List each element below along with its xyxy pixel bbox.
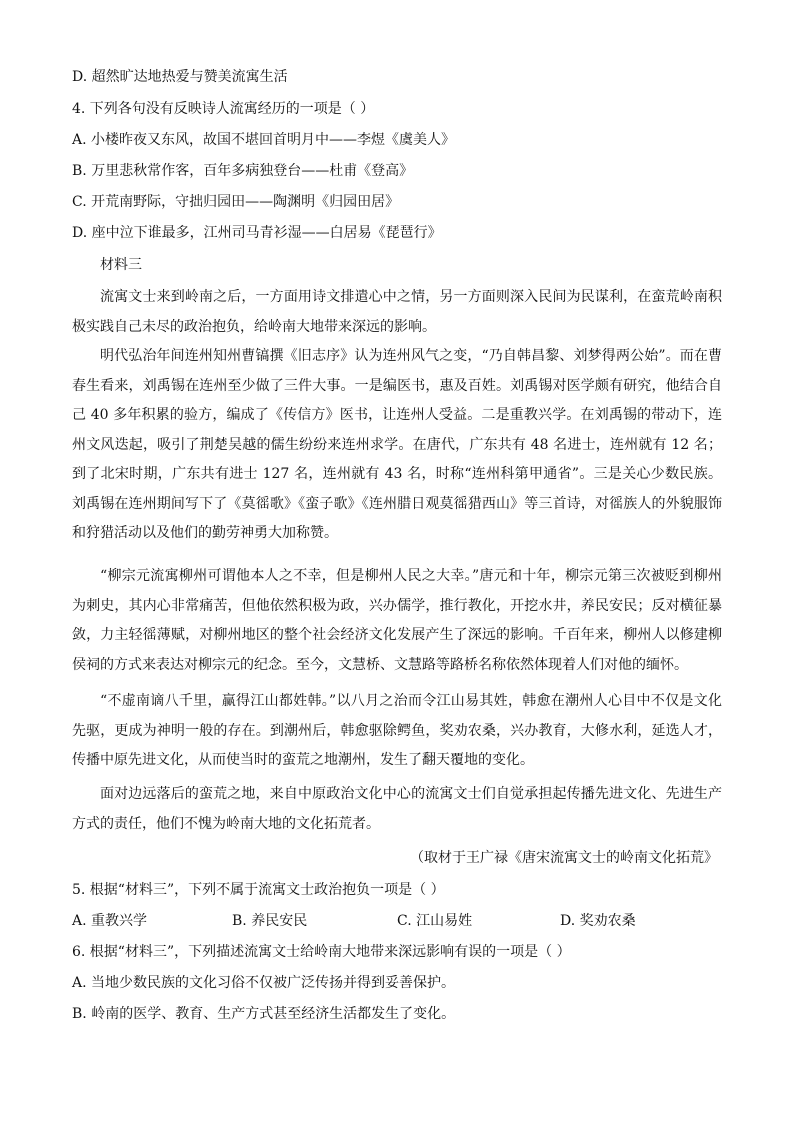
material3-paragraph-3: “柳宗元流寓柳州可谓他本人之不幸，但是柳州人民之大幸。”唐元和十年，柳宗元第三次被贬到柳州为刺史，其内心非常痛苦，但他依然积极为政，兴办儒学，推行教化，开挖水井，养民安民；反对横征暴敛，力主轻徭薄赋，对柳州地区的整个社会经济文化发展产生了深远的影响。千百年来，柳州人以修建柳侯祠的方式来表达对柳宗元的纪念。至今，文慧桥、文慧路等路桥名称依然体现着人们对他的缅怀。 (72, 568, 722, 673)
q4-option-d: D. 座中泣下谁最多，江州司马青衫湿——白居易《琵琶行》 (72, 225, 442, 241)
material3-paragraph-4: “不虚南谪八千里，赢得江山都姓韩。”以八月之治而令江山易其姓，韩愈在潮州人心目中不仅是文化先驱，更成为神明一般的存在。到潮州后，韩愈驱除鳄鱼，奖劝农桑，兴办教育，大修水利，延选人才，传播中原先进文化，从而使当时的蛮荒之地潮州，发生了翻天覆地的变化。 (72, 693, 722, 768)
material3-title: 材料三 (100, 257, 142, 273)
material3-paragraph-2: 明代弘治年间连州知州曹镐撰《旧志序》认为连州风气之变，“乃自韩昌黎、刘梦得两公始”。而在曹春生看来，刘禹锡在连州至少做了三件大事。一是编医书，惠及百姓。刘禹锡对医学颇有研究，他结合自己 40 多年积累的验方，编成了《传信方》医书，让连州人受益。二是重教兴学。在刘禹锡的带动下，连州文风迭起，吸引了荆楚吴越的儒生纷纷来连州求学。在唐代，广东共有 48 名进士，连州就有 12 名；到了北宋时期，广东共有进士 127 名，连州就有 43 名，时称“连州科第甲通省”。三是关心少数民族。刘禹锡在连州期间写下了《莫徭歌》《蛮子歌》《连州腊日观莫徭猎西山》等三首诗，对徭族人的外貌服饰和狩猎活动以及他们的勤劳神勇大加称赞。 (72, 348, 722, 541)
q6-stem: 6. 根据“材料三”，下列描述流寓文士给岭南大地带来深远影响有误的一项是（ ） (72, 944, 571, 960)
material3-paragraph-5: 面对边远落后的蛮荒之地，来自中原政治文化中心的流寓文士们自觉承担起传播先进文化、先进生产方式的责任，他们不愧为岭南大地的文化拓荒者。 (72, 786, 722, 832)
q5-option-d: D. 奖劝农桑 (560, 913, 636, 929)
q5-option-c: C. 江山易姓 (397, 913, 473, 929)
q4-option-c: C. 开荒南野际，守拙归园田——陶渊明《归园田居》 (72, 194, 400, 210)
q4-stem: 4. 下列各句没有反映诗人流寓经历的一项是（ ） (72, 101, 375, 117)
q5-stem: 5. 根据“材料三”，下列不属于流寓文士政治抱负一项是（ ） (72, 882, 445, 898)
q6-option-a: A. 当地少数民族的文化习俗不仅被广泛传扬并得到妥善保护。 (72, 975, 456, 991)
q4-option-b: B. 万里悲秋常作客，百年多病独登台——杜甫《登高》 (72, 163, 414, 179)
q6-option-b: B. 岭南的医学、教育、生产方式甚至经济生活都发生了变化。 (72, 1006, 456, 1022)
q3-option-d: D. 超然旷达地热爱与赞美流寓生活 (72, 69, 288, 85)
material3-source: （取材于王广禄《唐宋流寓文士的岭南文化拓荒》 (410, 850, 718, 866)
q5-option-a: A. 重教兴学 (72, 913, 148, 929)
q4-option-a: A. 小楼昨夜又东风，故国不堪回首明月中——李煜《虞美人》 (72, 132, 456, 148)
material3-paragraph-1: 流寓文士来到岭南之后，一方面用诗文排遣心中之情，另一方面则深入民间为民谋利，在蛮荒岭南积极实践自己未尽的政治抱负，给岭南大地带来深远的影响。 (72, 289, 722, 335)
q5-option-b: B. 养民安民 (232, 913, 308, 929)
